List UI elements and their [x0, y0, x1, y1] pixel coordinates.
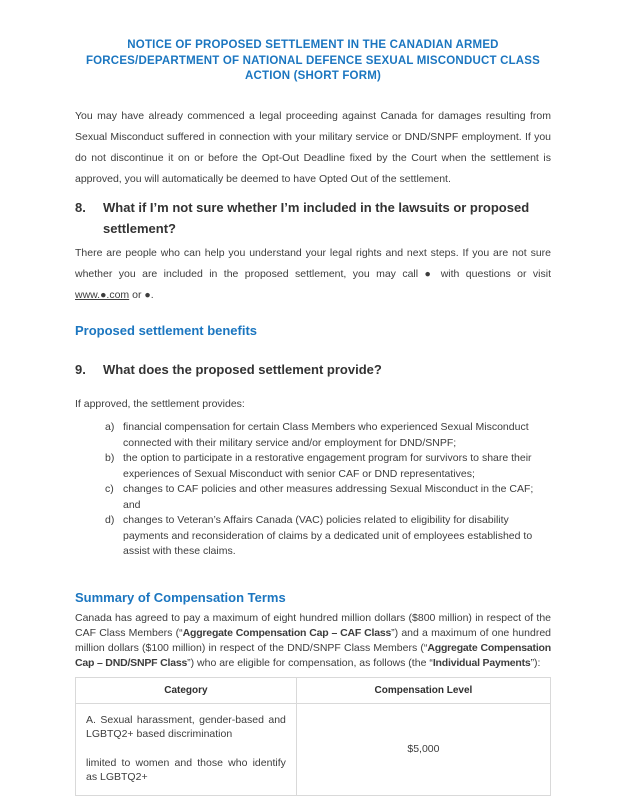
defined-term-dnd-cap: Aggregate Compensation Cap – DND/SNPF Class: [75, 641, 551, 669]
list-item-marker: d): [105, 514, 115, 526]
benefits-section-heading: Proposed settlement benefits: [75, 322, 258, 338]
category-description: A. Sexual harassment, gender-based and LGBTQ2+ based discrimination: [86, 713, 286, 740]
list-item: [105, 482, 551, 513]
list-item: [105, 451, 551, 482]
defined-term-individual-payments: Individual Payments: [432, 656, 531, 669]
list-item-text: changes to Veteran’s Affairs Canada (VAC) policies related to eligibility for disability payments and reconsideration of claims by a dedicated unit of employees established to assist with these claims.: [123, 514, 533, 557]
question-9-number: 9.: [75, 361, 86, 377]
list-item-marker: c): [105, 483, 114, 495]
question-8-heading: [75, 197, 551, 240]
list-item-text: financial compensation for certain Class Members who experienced Sexual Misconduct connected with their military service and/or employment for DND/SNPF;: [123, 421, 529, 449]
compensation-table: [75, 677, 551, 796]
compensation-cell: $5,000: [296, 703, 550, 795]
defined-term-caf-cap: Aggregate Compensation Cap – CAF Class: [182, 626, 392, 639]
compensation-paragraph: [75, 611, 551, 671]
table-header-row: [76, 677, 551, 703]
list-item-marker: a): [105, 421, 115, 433]
question-9-heading: [75, 359, 551, 381]
comp-text: ”) and a maximum of one hundred million dollars ($100 million) in respect of the DND/SNPF Class Members (“: [75, 626, 552, 654]
settlement-provides-list: [105, 420, 551, 560]
settlement-provides-intro: If approved, the settlement provides:: [75, 398, 245, 410]
list-item-text: the option to participate in a restorative engagement program for survivors to share their experiences of Sexual Misconduct with senior CAF or DND representatives;: [123, 452, 532, 480]
document-title: NOTICE OF PROPOSED SETTLEMENT IN THE CANADIAN ARMED FORCES/DEPARTMENT OF NATIONAL DEFENCE SEXUAL MISCONDUCT CLASS ACTION (SHORT FORM): [85, 39, 541, 82]
question-8-title: What if I’m not sure whether I’m included in the lawsuits or proposed settlement?: [103, 199, 530, 236]
list-item: [105, 513, 551, 560]
list-item-marker: b): [105, 452, 115, 464]
intro-paragraph: You may have already commenced a legal proceeding against Canada for damages resulting from Sexual Misconduct suffered in connection with your military service or DND/SNPF employment. If you do not discontinue it on or before the Opt-Out Deadline fixed by the Court when the settlement is approved, you will automatically be deemed to have Opted Out of the settlement.: [75, 109, 551, 185]
compensation-section-heading: Summary of Compensation Terms: [75, 589, 286, 605]
category-cell: [76, 703, 297, 795]
list-item-text: changes to CAF policies and other measures addressing Sexual Misconduct in the CAF; and: [123, 483, 534, 511]
answer-text-start: There are people who can help you understand your legal rights and next steps. If you are not sure whether you are included in the proposed settlement, you may call ● with questions or visit: [75, 246, 551, 280]
category-limitation: limited to women and those who identify as LGBTQ2+: [86, 756, 286, 783]
comp-text: ”) who are eligible for compensation, as follows (the “: [187, 656, 433, 669]
comp-text: Canada has agreed to pay a maximum of eight hundred million dollars ($800 million) in respect of the CAF Class Members (“: [75, 611, 551, 639]
question-9-title: What does the proposed settlement provide?: [103, 361, 382, 377]
comp-text: ”):: [530, 656, 541, 669]
table-header-compensation-level: Compensation Level: [296, 677, 550, 703]
website-link[interactable]: www.●.com: [75, 288, 130, 301]
answer-text-end: or ●.: [129, 288, 154, 301]
question-8-answer: [75, 243, 551, 306]
question-8-number: 8.: [75, 199, 86, 215]
table-row: [76, 703, 551, 795]
table-header-category: Category: [76, 677, 297, 703]
list-item: [105, 420, 551, 451]
